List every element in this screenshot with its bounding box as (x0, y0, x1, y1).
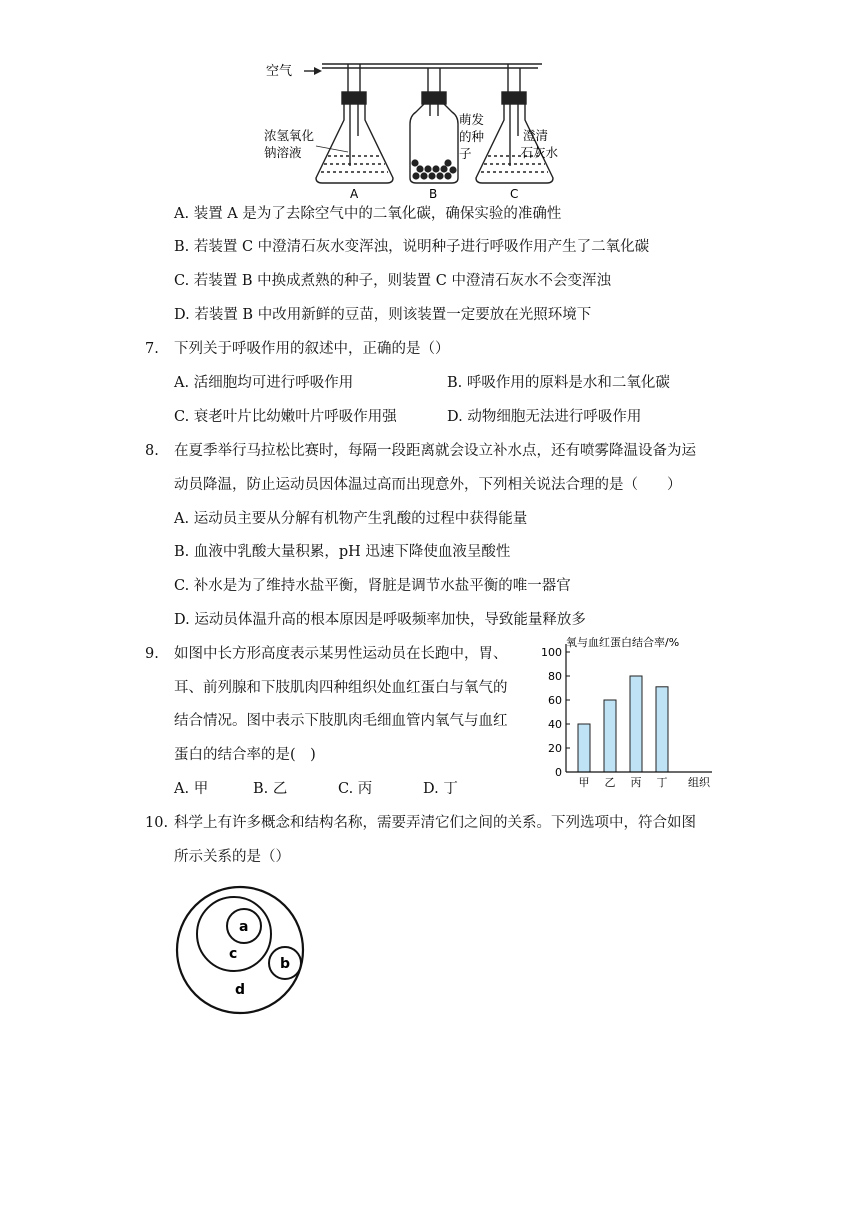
option-text: 若装置 C 中澄清石灰水变浑浊，说明种子进行呼吸作用产生了二氧化碳 (193, 239, 650, 255)
q10-number: 10. (145, 815, 169, 831)
q8-option-d (174, 610, 586, 630)
q7-option-c (174, 407, 397, 427)
chart-y-tick-label: 0 (555, 766, 562, 779)
option-text: 补水是为了维持水盐平衡，肾脏是调节水盐平衡的唯一器官 (193, 578, 571, 594)
q9-stem-line4: 蛋白的结合率的是( ) (174, 747, 316, 763)
q7-option-d (447, 407, 641, 427)
chart-y-tick-label: 20 (548, 742, 562, 755)
label-a: a (239, 919, 249, 935)
option-letter: B. (174, 239, 190, 255)
chart-category-label: 乙 (604, 776, 616, 789)
chart-y-tick-label: 40 (548, 718, 562, 731)
option-text: 甲 (193, 781, 209, 797)
option-letter: B. (447, 375, 463, 391)
q9-stem-line3: 结合情况。图中表示下肢肌肉毛细血管内氧气与血红 (174, 713, 508, 729)
option-letter: D. (447, 409, 463, 425)
chart-category-label: 甲 (578, 776, 590, 789)
option-text: 动物细胞无法进行呼吸作用 (467, 409, 642, 425)
chart-y-tick-label: 60 (548, 694, 562, 707)
option-letter: D. (174, 307, 190, 323)
q9-option-b (253, 779, 287, 799)
q9-option-a (174, 779, 208, 799)
option-text: 丁 (443, 781, 458, 797)
q8-stem-line1: 在夏季举行马拉松比赛时，每隔一段距离就会设立补水点，还有喷雾降温设备为运 (174, 443, 696, 459)
q8-number: 8. (145, 443, 159, 459)
option-text: 装置 A 是为了去除空气中的二氧化碳，确保实验的准确性 (193, 206, 562, 222)
flask-a-label: A (350, 187, 359, 201)
q7-option-a (174, 373, 353, 393)
chart-y-axis-label: 氧与血红蛋白结合率/% (566, 636, 680, 649)
q9-stem-line1: 如图中长方形高度表示某男性运动员在长跑中，胃、 (174, 646, 508, 662)
option-text: 血液中乳酸大量积累，pH 迅速下降使血液呈酸性 (193, 544, 511, 560)
q9-option-c (338, 779, 372, 799)
q6-option-c (174, 271, 611, 291)
chart-bar-1 (578, 724, 590, 772)
chart-bar-3 (630, 676, 642, 772)
option-text: 运动员体温升高的根本原因是呼吸频率加快，导致能量释放多 (194, 612, 586, 628)
option-letter: C. (338, 781, 354, 797)
q8-option-c (174, 576, 571, 596)
q7-stem: 下列关于呼吸作用的叙述中，正确的是（） (174, 341, 450, 357)
option-text: 若装置 B 中改用新鲜的豆苗，则该装置一定要放在光照环境下 (194, 307, 592, 323)
option-letter: C. (174, 578, 190, 594)
option-text: 活细胞均可进行呼吸作用 (193, 375, 354, 391)
chart-bar-2 (604, 700, 616, 772)
chart-x-axis-label: 组织 (688, 776, 710, 789)
oxygen-binding-bar-chart (534, 632, 724, 792)
chart-category-label: 丁 (656, 776, 668, 789)
option-letter: C. (174, 409, 190, 425)
q10-stem-line1: 科学上有许多概念和结构名称，需要弄清它们之间的关系。下列选项中，符合如图 (174, 815, 696, 831)
middle-label-3: 子 (459, 146, 472, 161)
apparatus-figure (262, 56, 562, 202)
option-letter: B. (253, 781, 269, 797)
q9-stem-line2: 耳、前列腺和下肢肌肉四种组织处血红蛋白与氧气的 (174, 680, 508, 696)
option-letter: B. (174, 544, 190, 560)
option-letter: A. (174, 375, 190, 391)
q9-number: 9. (145, 646, 159, 662)
q8-option-a (174, 509, 527, 529)
q7-option-b (447, 373, 670, 393)
chart-category-label: 丙 (630, 776, 642, 789)
q8-option-b (174, 542, 510, 562)
option-text: 呼吸作用的原料是水和二氧化碳 (466, 375, 670, 391)
chart-y-tick-label: 100 (541, 646, 562, 659)
option-text: 丙 (357, 781, 373, 797)
q8-stem-line2: 动员降温，防止运动员因体温过高而出现意外，下列相关说法合理的是（ ） (174, 477, 682, 493)
option-text: 若装置 B 中换成煮熟的种子，则装置 C 中澄清石灰水不会变浑浊 (193, 273, 611, 289)
label-d: d (235, 982, 246, 998)
option-letter: A. (174, 781, 190, 797)
chart-y-tick-label: 80 (548, 670, 562, 683)
chart-bar-4 (656, 687, 668, 772)
option-text: 衰老叶片比幼嫩叶片呼吸作用强 (193, 409, 397, 425)
air-label: 空气 (266, 64, 293, 79)
flask-b-label: B (429, 187, 438, 201)
option-letter: A. (174, 206, 190, 222)
flask-a (316, 64, 393, 183)
right-label-2: 石灰水 (520, 145, 558, 160)
q6-option-d (174, 305, 591, 325)
left-label-1: 浓氢氧化 (264, 128, 315, 143)
q10-stem-line2: 所示关系的是（） (174, 849, 290, 865)
label-b: b (280, 956, 291, 972)
flask-c (476, 64, 553, 183)
option-text: 运动员主要从分解有机物产生乳酸的过程中获得能量 (193, 511, 528, 527)
right-label-1: 澄清 (522, 128, 548, 143)
option-letter: A. (174, 511, 190, 527)
flask-c-label: C (510, 187, 519, 201)
option-letter: C. (174, 273, 190, 289)
option-letter: D. (423, 781, 439, 797)
middle-label-1: 萌发 (459, 112, 485, 127)
left-label-2: 钠溶液 (264, 145, 302, 160)
set-relationship-diagram (172, 880, 312, 1020)
option-text: 乙 (272, 781, 288, 797)
q7-number: 7. (145, 341, 159, 357)
q6-option-a (174, 204, 561, 224)
label-c: c (229, 946, 238, 962)
middle-label-2: 的种 (459, 129, 485, 144)
option-letter: D. (174, 612, 190, 628)
q6-option-b (174, 237, 649, 257)
q9-option-d (423, 779, 458, 799)
